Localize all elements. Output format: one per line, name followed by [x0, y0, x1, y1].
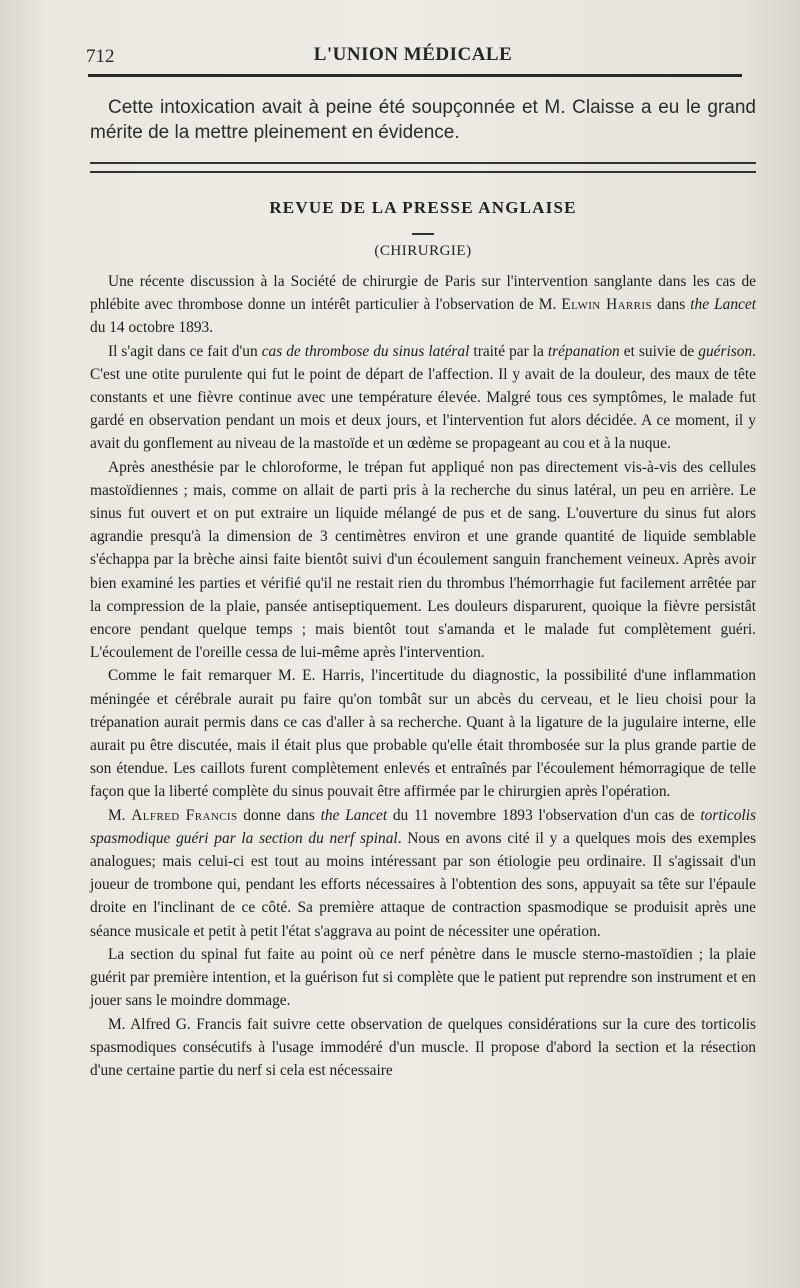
paragraph-3: Après anesthésie par le chloroforme, le trépan fut appliqué non pas directement vis-à-vis des cellules mastoïdiennes ; mais, comme on allait de parti pris à la recherche du sinus latéral, un peu en arrière. Le sinus fut ouvert et on put extraire un liquide mélangé de pus et de sang. L'ouverture du sinus fut alors agrandie presqu'à la dimension de 3 centimètres environ et une grande quantité de liquide semblable s'échappa par la brèche ainsi faite bientôt suivi d'un écoulement sanguin franchement veineux. Après avoir bien examiné les parties et vérifié qu'il ne restait rien du thrombus l'hémorrhagie fut facilement arrêtée par la compression de la plaie, pansée antiseptiquement. Les douleurs disparurent, quoique la fièvre persistât encore pendant quelque temps ; mais bientôt tout s'amanda et le malade fut complètement guéri. L'écoulement de l'oreille cessa de lui-même après l'intervention. [90, 458, 756, 662]
section-divider [90, 162, 756, 173]
section-subtitle: (CHIRURGIE) [374, 243, 472, 259]
paragraph-1: Une récente discussion à la Société de chirurgie de Paris sur l'intervention sanglante dans les cas de phlébite avec thrombose donne un intérêt particulier à l'observation de M. Elwin Harris dans the Lancet du 14 octobre 1893. [90, 273, 756, 337]
paragraph-6: La section du spinal fut faite au point où ce nerf pénètre dans le muscle sterno-mastoïdien ; la plaie guérit par première intention, et la guérison fut si complète que le patient put reprendre son instrument et en jouer sans le moindre dommage. [90, 945, 756, 1010]
paragraph-4: Comme le fait remarquer M. E. Harris, l'incertitude du diagnostic, la possibilité d'une inflammation méningée et cérébrale aurait pu faire qu'on tombât sur un abcès du cerveau, et le lieu choisi pour la trépanation aurait permis dans ce cas d'aller à sa recherche. Quant à la ligature de la jugulaire interne, elle aurait pu être discutée, mais il était plus que probable qu'elle était thrombosée sur la plus grande partie de son étendue. Les caillots furent complètement enlevés et entraînés par l'écoulement hémorragique de telle façon que la liberté complète du sinus pouvait être affirmée par le chirurgien après l'opération. [90, 667, 756, 801]
page-number: 712 [86, 46, 115, 67]
journal-name: the Lancet [690, 296, 756, 314]
article-body [90, 270, 756, 1082]
journal-name: the Lancet [320, 806, 388, 824]
header-rule [88, 74, 742, 77]
title-dash [412, 233, 434, 235]
paragraph-2: Il s'agit dans ce fait d'un cas de thrombose du sinus latéral traité par la trépanation et suivie de guérison. C'est une otite purulente qui fut le point de départ de l'affection. Il y avait de la douleur, des maux de tête constants et une fièvre continue avec une température élevée. Malgré tous ces symptômes, le malade fut gardé en observation pendant un mois et deux jours, et l'intervention fut alors décidée. A ce moment, il y avait du gonflement au niveau de la mastoïde et un œdème se propageant au cou et à la nuque. [90, 342, 756, 453]
author-name: Elwin Harris [561, 296, 652, 314]
journal-title: L'UNION MÉDICALE [313, 44, 513, 65]
section-title: REVUE DE LA PRESSE ANGLAISE [269, 198, 577, 217]
intro-paragraph: Cette intoxication avait à peine été soupçonnée et M. Claisse a eu le grand mérite de la mettre pleinement en évidence. [90, 97, 756, 143]
running-head [86, 40, 740, 70]
paragraph-7: M. Alfred G. Francis fait suivre cette observation de quelques considérations sur la cure des torticolis spasmodiques consécutifs à l'usage immodéré d'un muscle. Il propose d'abord la section et la résection d'une certaine partie du nerf si cela est nécessaire [90, 1015, 756, 1079]
author-name: Alfred Francis [131, 806, 238, 824]
paragraph-5: M. Alfred Francis donne dans the Lancet du 11 novembre 1893 l'observation d'un cas de torticolis spasmodique guéri par la section du nerf spinal. Nous en avons cité il y a quelques mois des exemples analogues; mais celui-ci est tout au moins intéressant par son étiologie peu ordinaire. Il s'agissait d'un joueur de trombone qui, pendant les efforts nécessaires à l'obtention des sons, appuyait sa tête sur l'épaule droite en l'inclinant de ce côté. Sa première attaque de contraction spasmodique se produisit après une séance musicale et petit à petit l'état s'aggrava au point de nécessiter une opération. [90, 806, 756, 940]
